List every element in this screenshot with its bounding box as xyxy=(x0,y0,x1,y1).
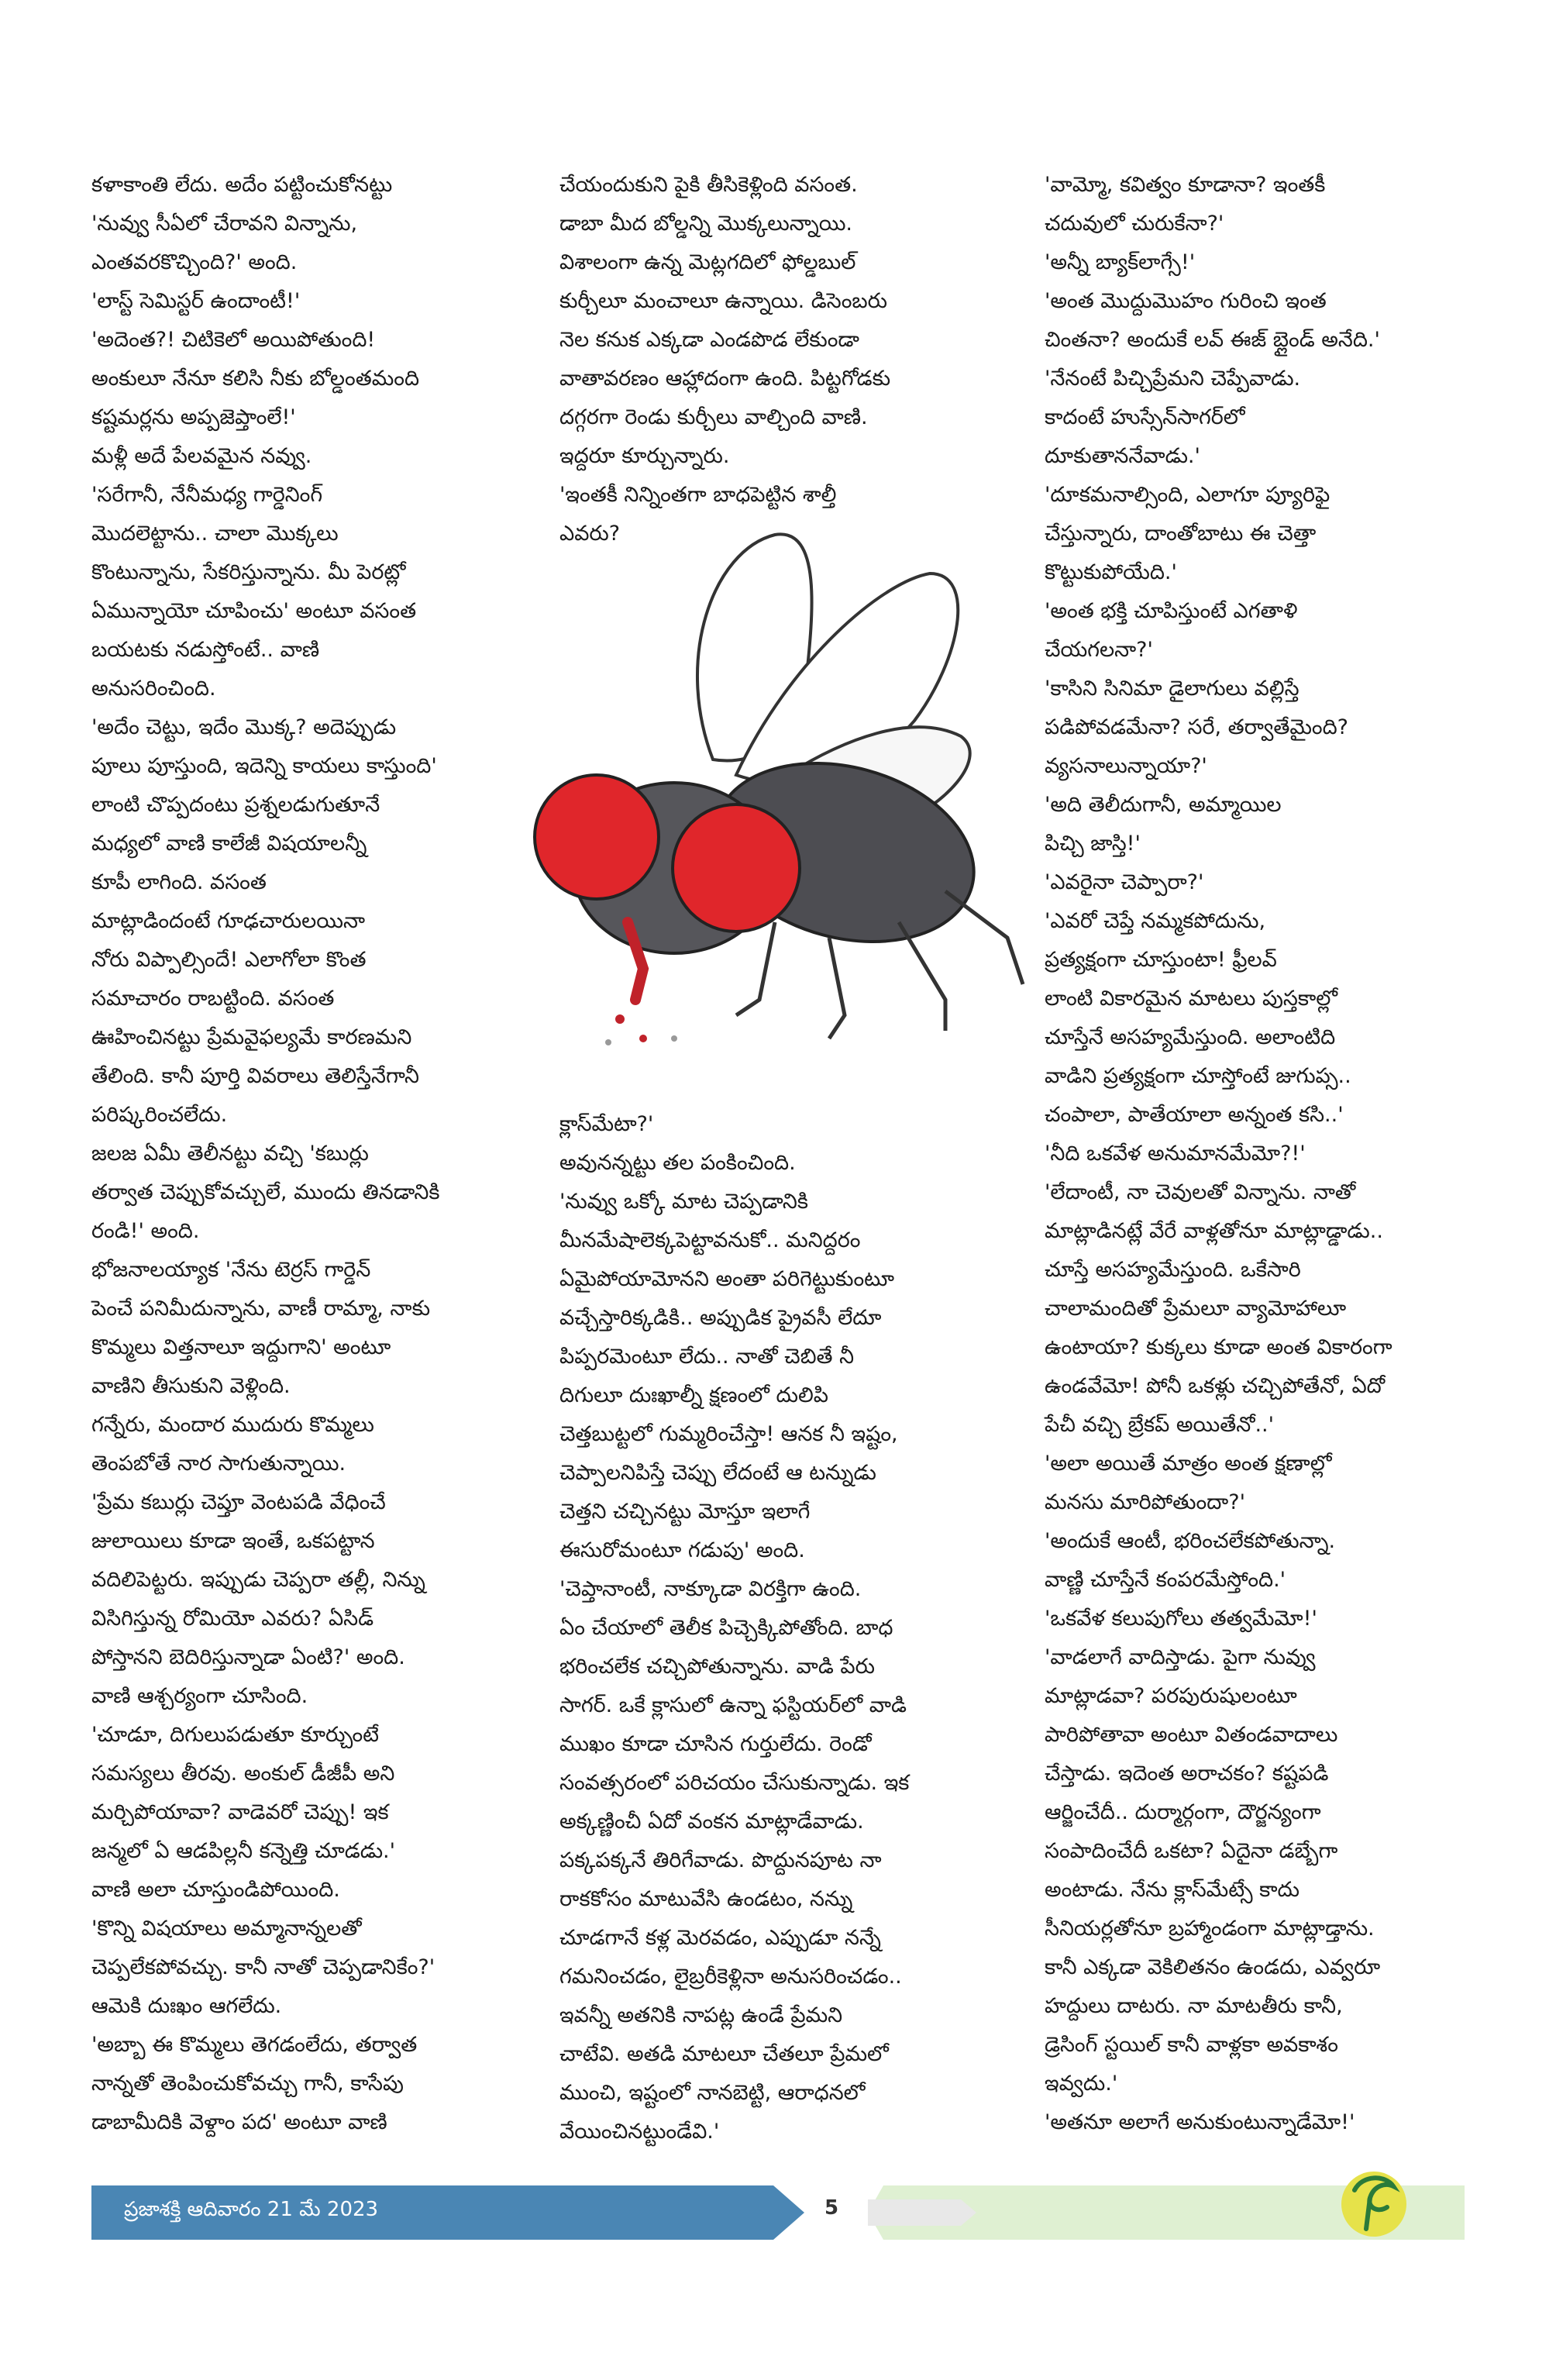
text-line: సంపాదించేదీ ఒకటా? ఏదైనా డబ్బేగా xyxy=(1045,1839,1338,1863)
text-line: చింతనా? అందుకే లవ్ ఈజ్ బ్లైండ్ అనేది.' xyxy=(1045,328,1380,352)
text-line: చంపాలా, పాతేయాలా అన్నంత కసి..' xyxy=(1045,1103,1344,1127)
column-2-bottom xyxy=(559,1105,962,2151)
text-line: మనసు మారిపోతుందా?' xyxy=(1045,1490,1245,1514)
text-line: ఆర్జించేదీ.. దుర్మార్గంగా, దౌర్జన్యంగా xyxy=(1045,1800,1321,1824)
text-line: చూస్తేనే అసహ్యమేస్తుంది. అలాంటిది xyxy=(1045,1025,1336,1049)
text-line: వాణ్ణి చూస్తేనే కంపరమేస్తోంది.' xyxy=(1045,1568,1286,1592)
text-line: గన్నేరు, మందార ముదురు కొమ్మలు xyxy=(91,1413,374,1437)
text-line: 'అదేం చెట్టు, ఇదేం మొక్క? అదెప్పుడు xyxy=(91,715,397,739)
text-line: సంవత్సరంలో పరిచయం చేసుకున్నాడు. ఇక xyxy=(559,1771,910,1795)
text-line: 'ఒకవేళ కలుపుగోలు తత్వమేమో!' xyxy=(1045,1607,1317,1631)
text-line: ఎవరు? xyxy=(559,522,621,546)
text-line: ఏం చేయాలో తెలీక పిచ్చెక్కిపోతోంది. బాధ xyxy=(559,1616,893,1640)
text-line: గమనించడం, లైబ్రరీకెళ్లినా అనుసరించడం.. xyxy=(559,1965,902,1989)
text-line: అవునన్నట్టు తల పంకించింది. xyxy=(559,1151,796,1175)
text-line: కష్టమర్లను అప్పజెప్తాంలే!' xyxy=(91,405,296,429)
text-line: మీనమేషాలెక్కపెట్టావనుకో.. మనిద్దరం xyxy=(559,1228,861,1252)
text-line: ఇవన్నీ అతనికి నాపట్ల ఉండే ప్రేమని xyxy=(559,2003,843,2027)
text-line: డాబామీదికి వెళ్దాం పద' అంటూ వాణి xyxy=(91,2110,387,2134)
text-line: చాలామందితో ప్రేమలూ వ్యామోహాలూ xyxy=(1045,1297,1347,1321)
text-line: చేస్తున్నారు, దాంతోబాటు ఈ చెత్తా xyxy=(1045,522,1317,546)
text-line: ముఖం కూడా చూసిన గుర్తులేదు. రెండో xyxy=(559,1732,872,1756)
text-line: వాణి అలా చూస్తుండిపోయింది. xyxy=(91,1878,340,1902)
text-line: 'అదెంత?! చిటికెలో అయిపోతుంది! xyxy=(91,328,376,352)
text-line: 'లాస్ట్ సెమిస్టర్ ఉందాంటీ!' xyxy=(91,289,301,313)
text-line: పారిపోతావా అంటూ వితండవాదాలు xyxy=(1045,1723,1338,1747)
text-line: పిచ్చి జాస్తి!' xyxy=(1045,832,1141,856)
text-line: ఈసురోమంటూ గడుపు' అంది. xyxy=(559,1538,805,1562)
text-line: వదిలిపెట్టరు. ఇప్పుడు చెప్పరా తల్లీ, నిన్ను xyxy=(91,1568,425,1592)
text-line: మాట్లాడవా? పరపురుషులంటూ xyxy=(1045,1684,1297,1708)
text-line: కానీ ఎక్కడా వెకిలితనం ఉండదు, ఎవ్వరూ xyxy=(1045,1955,1381,1979)
text-line: కళాకాంతి లేదు. అదేం పట్టించుకోనట్టు xyxy=(91,173,393,197)
text-line: చెత్తని చచ్చినట్టు మోస్తూ ఇలాగే xyxy=(559,1500,811,1524)
text-line: భరించలేక చచ్చిపోతున్నాను. వాడి పేరు xyxy=(559,1655,875,1679)
text-line: కుర్చీలూ మంచాలూ ఉన్నాయి. డిసెంబరు xyxy=(559,289,888,313)
text-line: 'అంత భక్తి చూపిస్తుంటే ఎగతాళి xyxy=(1045,599,1298,623)
text-line: పోస్తానని బెదిరిస్తున్నాడా ఏంటి?' అంది. xyxy=(91,1645,405,1669)
text-line: పిప్పరమెంటూ లేదు.. నాతో చెబితే నీ xyxy=(559,1345,855,1369)
text-line: చూస్తే అసహ్యమేస్తుంది. ఒకేసారి xyxy=(1045,1258,1301,1282)
text-line: కూపీ లాగింది. వసంత xyxy=(91,870,267,894)
footer-publication: ప్రజాశక్తి ఆదివారం 21 మే 2023 xyxy=(124,2198,379,2221)
text-line: నోరు విప్పాల్సిందే! ఎలాగోలా కొంత xyxy=(91,948,367,972)
text-line: జలజ ఏమీ తెలీనట్టు వచ్చి 'కబుర్లు xyxy=(91,1142,369,1166)
column-1 xyxy=(91,166,494,2142)
text-line: చేయగలనా?' xyxy=(1045,638,1153,662)
text-line: చెత్తబుట్టలో గుమ్మరించేస్తా! ఆనక నీ ఇష్టం, xyxy=(559,1422,898,1446)
text-line: 'నేనంటే పిచ్చిప్రేమని చెప్పేవాడు. xyxy=(1045,367,1301,391)
text-line: సమస్యలు తీరవు. అంకుల్ డీజీపీ అని xyxy=(91,1762,395,1786)
text-line: చదువులో చురుకేనా?' xyxy=(1045,212,1224,236)
text-line: అంటాడు. నేను క్లాస్‌మేట్సే కాదు xyxy=(1045,1878,1300,1902)
text-line: చెప్పలేకపోవచ్చు. కానీ నాతో చెప్పడానికేం?' xyxy=(91,1955,435,1979)
text-line: బయటకు నడుస్తోంటే.. వాణి xyxy=(91,638,320,662)
text-line: దగ్గరగా రెండు కుర్చీలు వాల్చింది వాణి. xyxy=(559,405,868,429)
text-line: 'అన్నీ బ్యాక్‌లాగ్సే!' xyxy=(1045,250,1196,274)
fly-illustration xyxy=(480,504,1038,1077)
text-line: 'చూడూ, దిగులుపడుతూ కూర్చుంటే xyxy=(91,1723,379,1747)
text-line: వాతావరణం ఆహ్లాదంగా ఉంది. పిట్టగోడకు xyxy=(559,367,891,391)
text-line: చెప్పాలనిపిస్తే చెప్పు లేదంటే ఆ టన్నుడు xyxy=(559,1461,876,1485)
text-line: మర్చిపోయావా? వాడెవరో చెప్పు! ఇక xyxy=(91,1800,389,1824)
text-line: నాన్నతో తెంపించుకోవచ్చు గానీ, కాసేపు xyxy=(91,2072,404,2096)
sunday-magazine-logo-icon xyxy=(1331,2159,1417,2244)
text-line: నెల కనుక ఎక్కడా ఎండపొడ లేకుండా xyxy=(559,328,859,352)
text-line: చేయందుకుని పైకి తీసికెళ్లింది వసంత. xyxy=(559,173,858,197)
text-line: 'దూకమనాల్సింది, ఎలాగూ ప్యూరిఫై xyxy=(1045,483,1331,507)
text-line: మాట్లాడినట్లే వేరే వాళ్లతోనూ మాట్లాడ్డాడు.. xyxy=(1045,1219,1383,1243)
text-line: జులాయిలు కూడా ఇంతే, ఒకపట్టాన xyxy=(91,1529,375,1553)
column-2-top xyxy=(559,166,962,553)
text-line: తర్వాత చెప్పుకోవచ్చులే, ముందు తినడానికి xyxy=(91,1180,440,1204)
text-line: విసిగిస్తున్న రోమియో ఎవరు? ఏసిడ్ xyxy=(91,1607,374,1631)
text-line: ఏమైపోయామోనని అంతా పరిగెట్టుకుంటూ xyxy=(559,1267,895,1291)
text-line: సమాచారం రాబట్టింది. వసంత xyxy=(91,987,335,1011)
text-line: 'నువ్వు సీఏలో చేరావని విన్నాను, xyxy=(91,212,358,236)
text-line: 'అది తెలీదుగానీ, అమ్మాయిల xyxy=(1045,793,1282,817)
text-line: వాడిని ప్రత్యక్షంగా చూస్తోంటే జుగుప్స.. xyxy=(1045,1064,1351,1088)
text-line: పెంచే పనిమీదున్నాను, వాణీ రామ్మా, నాకు xyxy=(91,1297,431,1321)
text-line: మళ్లీ అదే పేలవమైన నవ్వు. xyxy=(91,444,312,468)
text-line: తెంపబోతే నార సాగుతున్నాయి. xyxy=(91,1452,346,1476)
text-line: లాంటి చొప్పదంటు ప్రశ్నలడుగుతూనే xyxy=(91,793,380,817)
text-line: వ్యసనాలున్నాయా?' xyxy=(1045,754,1207,778)
text-line: దూకుతాననేవాడు.' xyxy=(1045,444,1200,468)
text-line: 'ఇంతకీ నిన్నింతగా బాధపెట్టిన శాల్తీ xyxy=(559,483,837,507)
text-line: క్లాస్‌మేటా?' xyxy=(559,1112,654,1136)
text-line: చేస్తాడు. ఇదెంత అరాచకం? కష్టపడి xyxy=(1045,1762,1329,1786)
text-line: 'కాసిని సినిమా డైలాగులు వల్లిస్తే xyxy=(1045,677,1300,701)
text-line: వాణి ఆశ్చర్యంగా చూసింది. xyxy=(91,1684,308,1708)
text-line: 'అలా అయితే మాత్రం అంత క్షణాల్లో xyxy=(1045,1452,1332,1476)
text-line: ఎంతవరకొచ్చింది?' అంది. xyxy=(91,250,298,274)
text-line: 'వామ్మో, కవిత్వం కూడానా? ఇంతకీ xyxy=(1045,173,1326,197)
text-line: హద్దులు దాటరు. నా మాటతీరు కానీ, xyxy=(1045,1994,1343,2018)
text-line: 'అంత మొద్దుమొహం గురించి ఇంత xyxy=(1045,289,1327,313)
text-line: పడిపోవడమేనా? సరే, తర్వాతేమైంది? xyxy=(1045,715,1348,739)
text-line: పేచీ వచ్చి బ్రేకప్ అయితేనో..' xyxy=(1045,1413,1275,1437)
text-line: 'ఎవరో చెప్తే నమ్మకపోదును, xyxy=(1045,909,1266,933)
text-line: మధ్యలో వాణి కాలేజీ విషయాలన్నీ xyxy=(91,832,367,856)
text-line: రాకకోసం మాటువేసి ఉండటం, నన్ను xyxy=(559,1887,853,1911)
text-line: 'నువ్వు ఒక్కో మాట చెప్పడానికి xyxy=(559,1190,808,1214)
text-line: మాట్లాడిందంటే గూఢచారులయినా xyxy=(91,909,365,933)
text-line: విశాలంగా ఉన్న మెట్లగదిలో ఫోల్డబుల్ xyxy=(559,250,856,274)
text-line: పక్కపక్కనే తిరిగేవాడు. పొద్దునపూట నా xyxy=(559,1848,882,1872)
text-line: పూలు పూస్తుంది, ఇదెన్ని కాయలు కాస్తుంది' xyxy=(91,754,437,778)
text-line: తేలింది. కానీ పూర్తి వివరాలు తెలిస్తేనేగానీ xyxy=(91,1064,419,1088)
text-line: చూడగానే కళ్ల మెరవడం, ఎప్పుడూ నన్నే xyxy=(559,1926,881,1950)
text-line: మొదలెట్టాను.. చాలా మొక్కలు xyxy=(91,522,339,546)
text-line: 'ఎవరైనా చెప్పారా?' xyxy=(1045,870,1204,894)
text-line: వేయించినట్టుండేవి.' xyxy=(559,2120,720,2144)
text-line: ఏమున్నాయో చూపించు' అంటూ వసంత xyxy=(91,599,417,623)
text-line: 'ప్రేమ కబుర్లు చెప్తూ వెంటపడి వేధించే xyxy=(91,1490,386,1514)
text-line: అనుసరించింది. xyxy=(91,677,216,701)
text-line: 'నీది ఒకవేళ అనుమానమేమో?!' xyxy=(1045,1142,1306,1166)
text-line: పరిష్కరించలేదు. xyxy=(91,1103,228,1127)
text-line: కొంటున్నాను, సేకరిస్తున్నాను. మీ పెరట్లో xyxy=(91,560,406,584)
text-line: ఆమెకి దుఃఖం ఆగలేదు. xyxy=(91,1994,282,2018)
column-3 xyxy=(1045,166,1463,2142)
text-line: డ్రెసింగ్ స్టయిల్ కానీ వాళ్లకా అవకాశం xyxy=(1045,2033,1338,2057)
text-line: ఉంటాయా? కుక్కలు కూడా అంత వికారంగా xyxy=(1045,1335,1392,1359)
text-line: డాబా మీద బోల్డన్ని మొక్కలున్నాయి. xyxy=(559,212,853,236)
text-line: 'వాడలాగే వాదిస్తాడు. పైగా నువ్వు xyxy=(1045,1645,1316,1669)
text-line: వాణిని తీసుకుని వెళ్లింది. xyxy=(91,1374,291,1398)
text-line: భోజనాలయ్యాక 'నేను టెర్రస్ గార్డెన్ xyxy=(91,1258,371,1282)
text-line: రండి!' అంది. xyxy=(91,1219,200,1243)
text-line: జన్మలో ఏ ఆడపిల్లనీ కన్నెత్తి చూడడు.' xyxy=(91,1839,396,1863)
text-line: ఉండవేమో! పోనీ ఒకళ్లు చచ్చిపోతేనో, ఏదో xyxy=(1045,1374,1386,1398)
text-line: దిగులూ దుఃఖాల్నీ క్షణంలో దులిపి xyxy=(559,1383,828,1407)
text-line: అక్కణ్ణించీ ఏదో వంకన మాట్లాడేవాడు. xyxy=(559,1810,864,1834)
text-line: వచ్చేస్తారిక్కడికి.. అప్పుడిక ప్రైవసీ లేదూ xyxy=(559,1306,882,1330)
text-line: 'చెప్తానాంటీ, నాక్కూడా విరక్తిగా ఉంది. xyxy=(559,1577,862,1601)
text-line: కొమ్మలు విత్తనాలూ ఇద్దుగాని' అంటూ xyxy=(91,1335,391,1359)
text-line: కొట్టుకుపోయేది.' xyxy=(1045,560,1177,584)
text-line: కాదంటే హుస్సేన్‌సాగర్‌లో xyxy=(1045,405,1245,429)
text-line: 'అతనూ అలాగే అనుకుంటున్నాడేమో!' xyxy=(1045,2110,1355,2134)
text-line: చాటేవి. అతడి మాటలూ చేతలూ ప్రేమలో xyxy=(559,2042,889,2066)
text-line: ముంచి, ఇష్టంలో నానబెట్టి, ఆరాధనలో xyxy=(559,2081,866,2105)
text-line: ప్రత్యక్షంగా చూస్తుంటా! ఫ్రీలవ్ xyxy=(1045,948,1277,972)
text-line: అంకులూ నేనూ కలిసి నీకు బోల్డంతమంది xyxy=(91,367,420,391)
text-line: 'అబ్బా ఈ కొమ్మలు తెగడంలేదు, తర్వాత xyxy=(91,2033,418,2057)
text-line: 'సరేగానీ, నేనీమధ్య గార్డెనింగ్ xyxy=(91,483,323,507)
text-line: 'అందుకే ఆంటీ, భరించలేకపోతున్నా. xyxy=(1045,1529,1336,1553)
text-line: 'కొన్ని విషయాలు అమ్మానాన్నలతో xyxy=(91,1917,362,1941)
text-line: ఇవ్వదు.' xyxy=(1045,2072,1118,2096)
text-line: ఇద్దరూ కూర్చున్నారు. xyxy=(559,444,730,468)
text-line: సాగర్. ఒకే క్లాసులో ఉన్నా ఫస్టియర్‌లో వాడి xyxy=(559,1693,907,1717)
text-line: సీనియర్లతోనూ బ్రహ్మాండంగా మాట్లాడ్తాను. xyxy=(1045,1917,1375,1941)
text-line: లాంటి వికారమైన మాటలు పుస్తకాల్లో xyxy=(1045,987,1338,1011)
page-number: 5 xyxy=(824,2196,839,2220)
text-line: 'లేదాంటీ, నా చెవులతో విన్నాను. నాతో xyxy=(1045,1180,1356,1204)
text-line: ఊహించినట్టు ప్రేమవైఫల్యమే కారణమని xyxy=(91,1025,412,1049)
